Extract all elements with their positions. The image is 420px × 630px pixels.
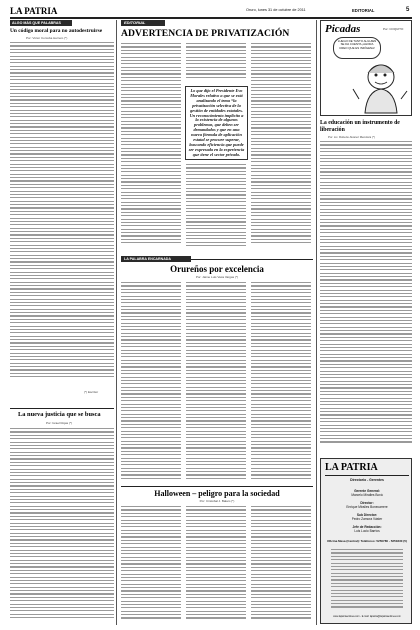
- masthead-rule: [325, 475, 409, 476]
- page-number: 5: [406, 7, 410, 13]
- masthead-details: [331, 549, 403, 611]
- editorial-body-col2b: [186, 164, 246, 252]
- staff-role-4: Jefe de Redacción:: [352, 525, 382, 529]
- article2-byline: Por: Israel Rojas (*): [46, 421, 73, 425]
- staff-role-3: Sub Director:: [356, 513, 378, 517]
- left-divider: [10, 408, 114, 409]
- column-rule-1: [116, 20, 117, 625]
- masthead-web: www.lapatriaenlinea.com - E-mail: lapatria@lapatriaenlinea.com: [333, 615, 401, 618]
- article2-body: [10, 428, 114, 623]
- masthead-offices: Oficina Mesa (Central): Teléfonos: 5250780 - 5250330 (5): [327, 539, 407, 543]
- center-divider-2: [121, 486, 313, 487]
- article-byline-center: Por: Jaime Luis Vaca Vargas (*): [195, 275, 239, 279]
- center-article-col2: [186, 282, 246, 482]
- staff-role-2: Director:: [360, 501, 374, 505]
- article-title-bottom: Halloween – peligro para la sociedad: [154, 489, 280, 498]
- right-article-byline: Por: Lic. Roberto Alvarez Mendoza (*): [328, 135, 375, 139]
- cartoon-drawing: [351, 59, 409, 115]
- bottom-article-col2: [186, 506, 246, 624]
- article1-title: Un código moral para no autodestruirse: [10, 28, 103, 34]
- bottom-article-col3: [251, 506, 311, 624]
- staff-name-4: Luis Lucio Barrios: [354, 529, 380, 533]
- cartoon-bubble-text: LUEGO DE TANTO ALGUIEN SE DA CUENTA ¡AHORA CREO QUE ES INDÍGENA!: [337, 39, 377, 50]
- cartoon-title: Picadas: [325, 23, 361, 35]
- section-tag-left: ALGO MÁS QUE PALABRAS: [10, 20, 72, 26]
- header-rule: [10, 17, 412, 19]
- staff-name-2: Enrique Miralles Bonecarrere: [346, 505, 388, 509]
- article1-byline: Por: Víctor Corcoba Herrero (*): [26, 36, 68, 40]
- article1-footnote: (*) Escritor: [84, 390, 99, 394]
- editorial-body-col3: [251, 43, 311, 253]
- newspaper-logo: LA PATRIA: [10, 6, 58, 16]
- bottom-article-col1: [121, 506, 181, 624]
- header-date: Oruro, lunes 31 de octubre de 2011: [246, 8, 306, 12]
- center-article-col3: [251, 282, 311, 482]
- cartoon-speech-bubble: [333, 37, 381, 59]
- center-column: [119, 20, 313, 625]
- staff-role-1: Gerente General:: [354, 489, 380, 493]
- right-article-body: [320, 141, 412, 453]
- header-section: EDITORIAL: [352, 8, 375, 13]
- right-article-title: La educación un instrumento de liberación: [320, 120, 400, 133]
- editorial-tag: EDITORIAL: [121, 20, 165, 26]
- article-title-center: Orureños por excelencia: [170, 264, 264, 274]
- center-article-col1: [121, 282, 181, 482]
- cartoon-credit: Por: COQUITO: [383, 27, 404, 31]
- column-rule-2: [316, 20, 317, 625]
- masthead-logo: LA PATRIA: [325, 462, 378, 473]
- editorial-body-col2: [186, 43, 246, 83]
- article-byline-bottom: Por: Cristóbal J. Balam (*): [199, 499, 235, 503]
- masthead-box: [320, 458, 412, 624]
- article2-title: La nueva justicia que se busca: [18, 411, 101, 418]
- left-column: [10, 20, 114, 625]
- right-column: [320, 20, 412, 625]
- editorial-body-col1: [121, 43, 181, 253]
- staff-name-1: Marcelo Miralles Bová: [351, 493, 383, 497]
- pull-quote-box: [185, 86, 248, 160]
- staff-name-3: Pedro Zamora Váster: [351, 517, 383, 521]
- editorial-title: ADVERTENCIA DE PRIVATIZACIÓN: [121, 28, 290, 39]
- pull-quote: Lo que dijo el Presidente Evo Morales relativo a que se está analizando el tema “la privatización selectiva de la gestión de entidades estatales. Un reconocimiento implícito a la existencia de algunos problemas, que deben ser demandados y que en una nueva fórmula de aplicación estatal se procure superar, buscando eficiencia que puede ser expresada en la experiencia que tiene el sector privado.: [188, 89, 245, 157]
- section-tag-center: LA PALABRA ENCARNADA: [121, 256, 191, 262]
- masthead-subtitle: Directorio - Gerentes: [350, 478, 384, 482]
- center-divider: [191, 259, 313, 260]
- cartoon: [320, 20, 412, 116]
